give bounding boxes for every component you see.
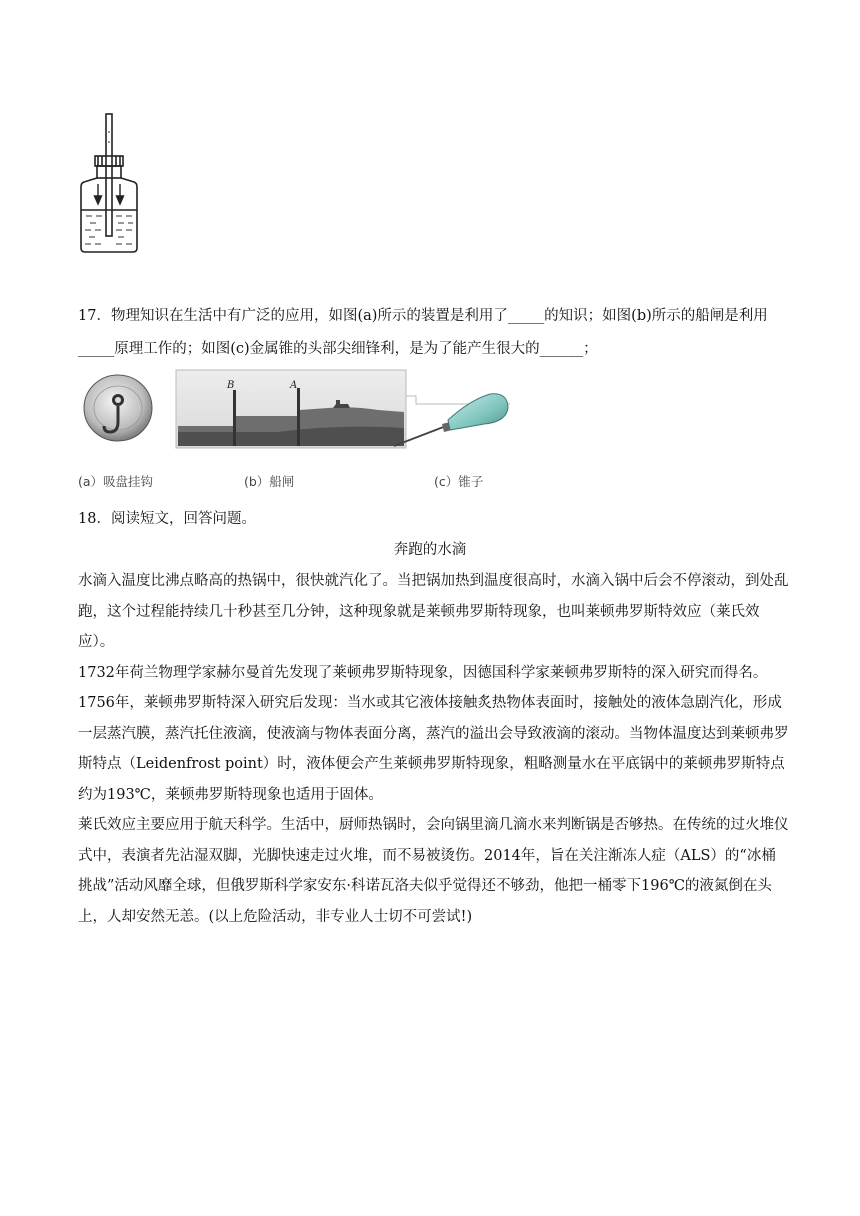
passage-paragraph-2: 1732年荷兰物理学家赫尔曼首先发现了莱顿弗罗斯特现象，因德国科学家莱顿弗罗斯特的深入研究而得名。1756年，莱顿弗罗斯特深入研究后发现：当水或其它液体接触炙热物体表面时，接触处的液体急剧汽化，形成一层蒸汽膜，蒸汽托住液滴，使液滴与物体表面分离，蒸汽的溢出会导致液滴的滚动。当物体温度达到莱顿弗罗斯特点（Leidenfrost point）时，液体便会产生莱顿弗罗斯特现象，粗略测量水在平底锅中的莱顿弗罗斯特点约为193℃，莱顿弗罗斯特现象也适用于固体。 [78, 664, 789, 803]
passage-title: 奔跑的水滴 [393, 542, 467, 558]
caption-c: (c）锥子 [434, 474, 484, 489]
bottle-with-tube-figure [78, 112, 140, 254]
suction-cup-hook-figure [84, 375, 152, 441]
caption-b: (b）船闸 [244, 474, 295, 489]
caption-a: (a）吸盘挂钩 [78, 474, 154, 489]
lock-label-a: A [290, 380, 298, 391]
awl-figure [394, 394, 508, 446]
question-18-intro: 18．阅读短文，回答问题。 [78, 511, 256, 527]
lock-label-b: B [227, 380, 235, 391]
question-17-text: 17．物理知识在生活中有广泛的应用，如图(a)所示的装置是利用了_____的知识；如图(b)所示的船闸是利用_____原理工作的；如图(c)金属锥的头部尖细锋利，是为了能产生很大的______； [78, 308, 768, 357]
ship-lock-figure [176, 370, 510, 448]
passage-body [78, 566, 790, 932]
passage-paragraph-3: 莱氏效应主要应用于航天科学。生活中，厨师热锅时，会向锅里滴几滴水来判断锅是否够热。在传统的过火堆仪式中，表演者先沾湿双脚，光脚快速走过火堆，而不易被烫伤。2014年，旨在关注渐冻人症（ALS）的“冰桶挑战”活动风靡全球，但俄罗斯科学家安东·科诺瓦洛夫似乎觉得还不够劲，他把一桶零下196℃的液氮倒在头上，人却安然无恙。(以上危险活动，非专业人士切不可尝试!) [78, 817, 789, 925]
passage-paragraph-1: 水滴入温度比沸点略高的热锅中，很快就汽化了。当把锅加热到温度很高时，水滴入锅中后会不停滚动，到处乱跑，这个过程能持续几十秒甚至几分钟，这种现象就是莱顿弗罗斯特现象，也叫莱顿弗罗斯特效应（莱氏效应）。 [78, 573, 789, 650]
